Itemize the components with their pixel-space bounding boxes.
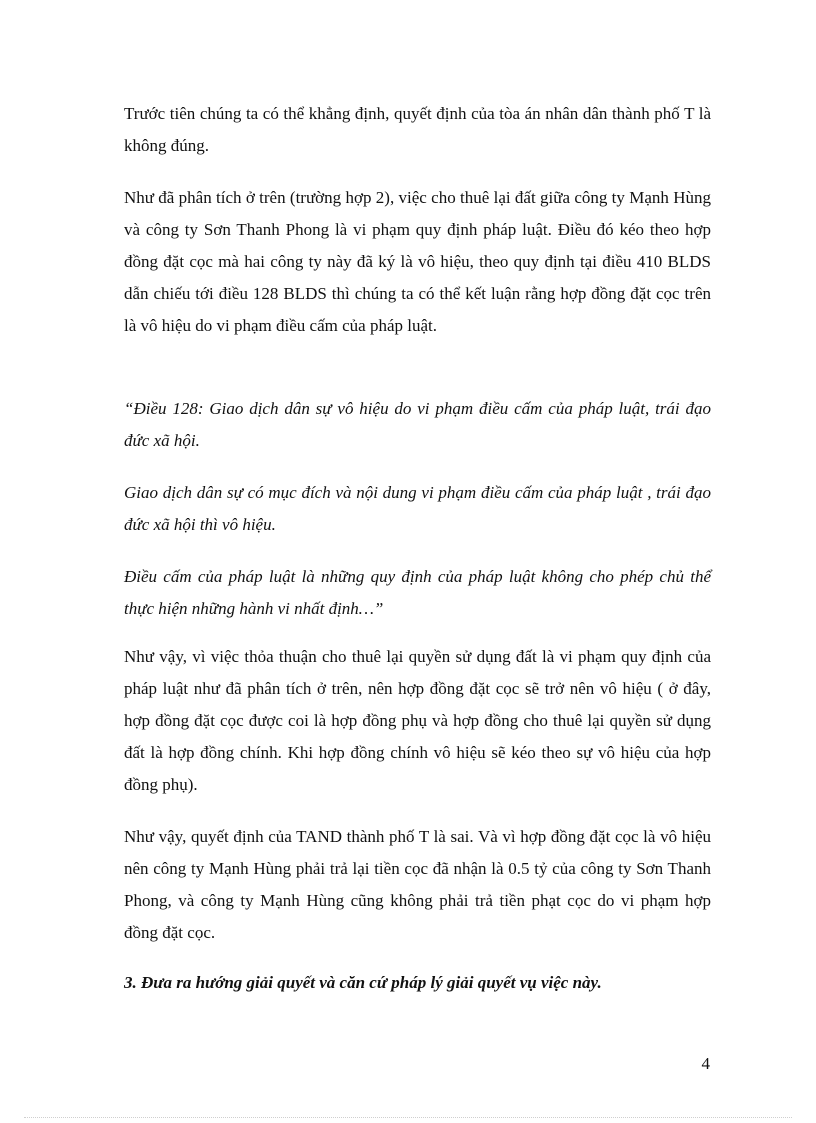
page-number: 4 bbox=[701, 1054, 710, 1073]
quote-article-128-clause-1: Giao dịch dân sự có mục đích và nội dung vi phạm điều cấm của pháp luật , trái đạo đức xã hội thì vô hiệu. bbox=[124, 483, 711, 534]
paragraph-intro-conclusion: Trước tiên chúng ta có thể khẳng định, quyết định của tòa án nhân dân thành phố T là không đúng. bbox=[124, 104, 711, 155]
quote-article-128-title: “Điều 128: Giao dịch dân sự vô hiệu do vi phạm điều cấm của pháp luật, trái đạo đức xã hội. bbox=[124, 399, 711, 450]
paragraph-deposit-void: Như vậy, vì việc thỏa thuận cho thuê lại quyền sử dụng đất là vi phạm quy định của pháp luật như đã phân tích ở trên, nên hợp đồng đặt cọc sẽ trở nên vô hiệu ( ở đây, hợp đồng đặt cọc được coi là hợp đồng phụ và hợp đồng cho thuê lại quyền sử dụng đất là hợp đồng chính. Khi hợp đồng chính vô hiệu sẽ kéo theo sự vô hiệu của hợp đồng phụ). bbox=[124, 647, 711, 794]
quote-article-128-clause-2: Điều cấm của pháp luật là những quy định của pháp luật không cho phép chủ thể thực hiện những hành vi nhất định…” bbox=[124, 567, 711, 618]
paragraph-analysis: Như đã phân tích ở trên (trường hợp 2), việc cho thuê lại đất giữa công ty Mạnh Hùng và công ty Sơn Thanh Phong là vi phạm quy định pháp luật. Điều đó kéo theo hợp đồng đặt cọc mà hai công ty này đã ký là vô hiệu, theo quy định tại điều 410 BLDS dẫn chiếu tới điều 128 BLDS thì chúng ta có thể kết luận rằng hợp đồng đặt cọc trên là vô hiệu do vi phạm điều cấm của pháp luật. bbox=[124, 188, 711, 335]
paragraph-final-decision: Như vậy, quyết định của TAND thành phố T là sai. Và vì hợp đồng đặt cọc là vô hiệu nên công ty Mạnh Hùng phải trả lại tiền cọc đã nhận là 0.5 tỷ của công ty Sơn Thanh Phong, và công ty Mạnh Hùng cũng không phải trả tiền phạt cọc do vi phạm hợp đồng đặt cọc. bbox=[124, 827, 711, 942]
section-heading-3: 3. Đưa ra hướng giải quyết và căn cứ pháp lý giải quyết vụ việc này. bbox=[124, 973, 602, 992]
page-bottom-divider bbox=[24, 1117, 792, 1118]
